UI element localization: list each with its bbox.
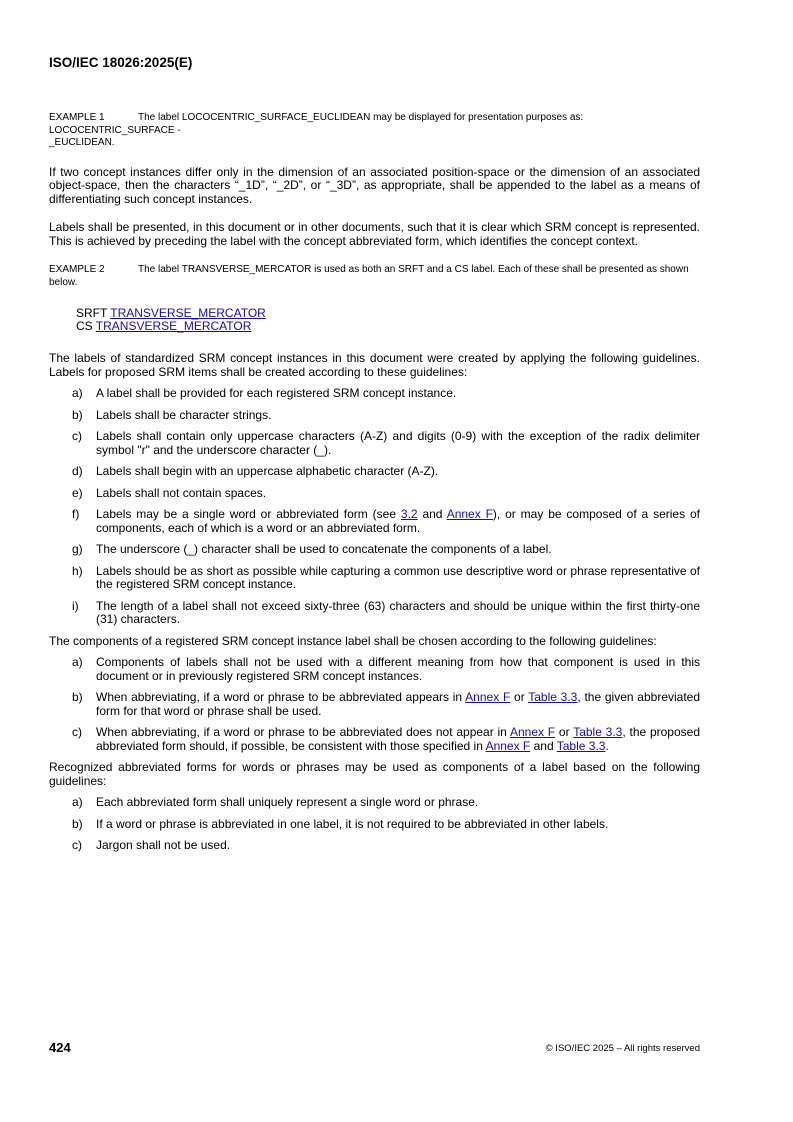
list-item: a) Each abbreviated form shall uniquely represent a single word or phrase. — [72, 795, 479, 809]
list-item: h) Labels should be as short as possible while capturing a common use descriptive word or phrase representative of the registered SRM concept instance. — [72, 563, 700, 591]
label-examples — [76, 307, 700, 333]
table-3-3-link[interactable]: Table 3.3 — [573, 725, 623, 739]
table-3-3-link[interactable]: Table 3.3 — [556, 738, 606, 753]
page-content — [49, 112, 700, 853]
document-header: ISO/IEC 18026:2025(E) — [49, 55, 193, 70]
component-guidelines-list — [49, 656, 700, 753]
example-1-text: The label LOCOCENTRIC_SURFACE_EUCLIDEAN may be displayed for presentation purposes as: — [138, 112, 584, 123]
example-1-line-2: LOCOCENTRIC_SURFACE - — [49, 124, 181, 136]
annex-f-link[interactable]: Annex F — [446, 507, 493, 521]
list-item: e) Labels shall not contain spaces. — [72, 485, 267, 500]
example-2-label: EXAMPLE 2 — [49, 264, 105, 275]
list-item: a) A label shall be provided for each registered SRM concept instance. — [72, 386, 457, 400]
annex-f-link[interactable]: Annex F — [509, 725, 556, 739]
list-item: d) Labels shall begin with an uppercase alphabetic character (A-Z). — [72, 464, 439, 478]
list-1-intro: The labels of standardized SRM concept instances in this document were created by applying the following guidelines. Labels for proposed SRM items shall be created according to these guidelines: — [49, 351, 700, 379]
document-page — [49, 0, 700, 1122]
page-number: 424 — [49, 1040, 71, 1055]
list-item: c) When abbreviating, if a word or phrase to be abbreviated does not appear in Annex F or Table 3.3, the proposed abbreviated form should, if possible, be consistent with those specified in Annex F and Table 3.3. — [72, 725, 700, 753]
example-2-text: The label TRANSVERSE_MERCATOR is used as both an SRFT and a CS label. Each of these shall be presented as shown below. — [49, 264, 689, 288]
list-item: c) Labels shall contain only uppercase characters (A-Z) and digits (0-9) with the exception of the radix delimiter symbol "r" and the underscore character (_). — [72, 429, 700, 457]
list-item: b) When abbreviating, if a word or phrase to be abbreviated appears in Annex F or Table 3.3, the given abbreviated form for that word or phrase shall be used. — [72, 690, 701, 718]
annex-f-link[interactable]: Annex F — [465, 690, 511, 704]
paragraph-dimension-suffix: If two concept instances differ only in the dimension of an associated position-space or the dimension of an associated object-space, then the characters “_1D”, “_2D”, or “_3D”, as appropriate, shall be appended to the label as a means of differentiating such concept instances. — [49, 164, 700, 206]
copyright-notice: © ISO/IEC 2025 – All rights reserved — [545, 1043, 700, 1054]
paragraph-presentation: Labels shall be presented, in this document or in other documents, such that it is clear which SRM concept is represented. This is achieved by preceding the label with the concept abbreviated form, which identifies the concept context. — [49, 220, 700, 248]
example-1 — [49, 112, 700, 150]
cs-prefix: CS — [76, 319, 96, 333]
list-3-intro: Recognized abbreviated forms for words or phrases may be used as components of a label based on the following guidelines: — [49, 760, 700, 788]
list-2-intro: The components of a registered SRM concept instance label shall be chosen according to the following guidelines: — [49, 633, 657, 648]
clause-3-2-link[interactable]: 3.2 — [400, 507, 418, 521]
label-guidelines-list — [49, 387, 700, 627]
transverse-mercator-srft-link[interactable]: TRANSVERSE_MERCATOR — [110, 306, 266, 320]
list-item: a) Components of labels shall not be used with a different meaning from how that component is used in this document or in previously registered SRM concept instances. — [72, 655, 700, 683]
example-2 — [49, 264, 700, 289]
example-1-line-3: _EUCLIDEAN. — [49, 137, 115, 148]
abbreviation-guidelines-list — [49, 796, 700, 853]
list-item: f) Labels may be a single word or abbreviated form (see 3.2 and Annex F), or may be composed of a series of components, each of which is a word or an abbreviated form. — [72, 507, 700, 535]
srft-prefix: SRFT — [76, 306, 111, 320]
example-1-label: EXAMPLE 1 — [49, 112, 105, 123]
transverse-mercator-cs-link[interactable]: TRANSVERSE_MERCATOR — [95, 319, 252, 333]
list-item: c) Jargon shall not be used. — [72, 838, 231, 852]
list-item: i) The length of a label shall not exceed sixty-three (63) characters and should be unique within the first thirty-one (31) characters. — [72, 598, 700, 626]
table-3-3-link[interactable]: Table 3.3 — [528, 690, 578, 704]
annex-f-link[interactable]: Annex F — [485, 738, 531, 753]
list-item: g) The underscore (_) character shall be used to concatenate the components of a label. — [72, 542, 552, 556]
list-item: b) Labels shall be character strings. — [72, 407, 272, 422]
list-item: b) If a word or phrase is abbreviated in one label, it is not required to be abbreviated in other labels. — [72, 816, 609, 831]
